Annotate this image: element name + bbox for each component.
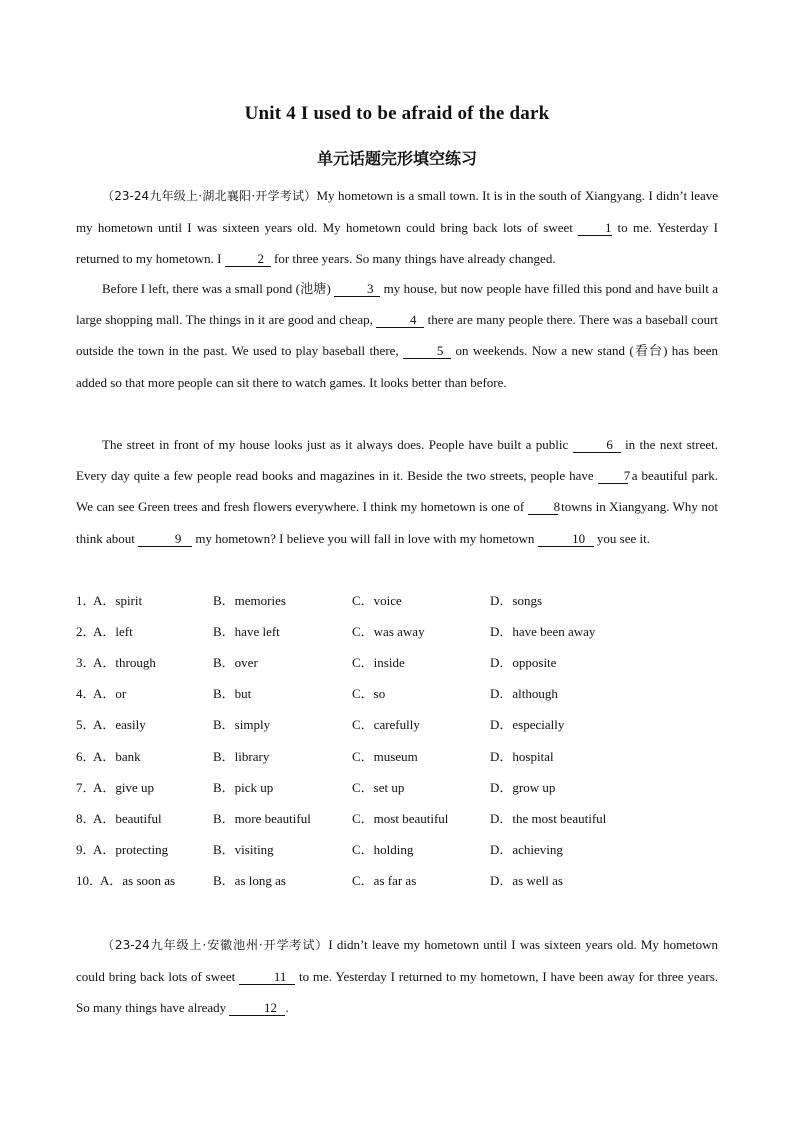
option-a: A．give up: [93, 780, 155, 795]
option-b: B．as long as: [213, 873, 286, 888]
passage1-paragraph-1: [76, 180, 718, 275]
blank-9: 9: [138, 532, 192, 547]
option-d: D．although: [490, 686, 558, 701]
option-a: A．bank: [93, 749, 141, 764]
option-a: A．through: [93, 655, 156, 670]
option-c: C．museum: [352, 749, 418, 764]
passage1-paragraph-2: [76, 273, 718, 398]
question-row: [76, 714, 718, 745]
passage2-text: I didn’t leave my hometown until I was sixteen years old. My hometown could bring back lots of sweet: [76, 937, 718, 985]
blank-5: 5: [403, 344, 451, 359]
blank-1: 1: [578, 221, 612, 236]
blank-3: 3: [334, 282, 380, 297]
passage1-text: on weekends. Now a new stand (看台) has been added so that more people can sit there to watch games. It looks better than before.: [76, 343, 719, 390]
option-a: A．spirit: [93, 593, 143, 608]
option-b: B．memories: [213, 593, 286, 608]
passage1-text: Before I left, there was a small pond (池塘): [102, 281, 331, 296]
option-c: C．most beautiful: [352, 811, 449, 826]
option-c: C．holding: [352, 842, 414, 857]
blank-4: 4: [376, 313, 424, 328]
question-number: 7．: [76, 780, 96, 795]
option-b: B．over: [213, 655, 258, 670]
passage1-text: my hometown? I believe you will fall in love with my hometown: [195, 530, 535, 546]
passage1-text: to me. Yesterday I returned to my hometown. I: [76, 220, 718, 267]
blank-6: 6: [573, 438, 621, 453]
option-c: C．inside: [352, 655, 405, 670]
option-a: A．as soon as: [100, 873, 176, 888]
option-d: D．grow up: [490, 780, 556, 795]
passage1-text: a beautiful park. We can see Green trees and fresh flowers everywhere. I think my hometown is one of: [76, 468, 719, 515]
blank-7: 7: [598, 469, 628, 484]
question-number: 3．: [76, 655, 96, 670]
question-number: 8．: [76, 811, 96, 826]
passage1-text: towns in Xiangyang. Why not think about: [76, 499, 718, 546]
option-b: B．visiting: [213, 842, 274, 857]
page-title: Unit 4 I used to be afraid of the dark: [244, 103, 550, 124]
option-a: A．left: [93, 624, 133, 639]
option-b: B．more beautiful: [213, 811, 311, 826]
option-a: A．or: [93, 686, 127, 701]
option-b: B．simply: [213, 717, 271, 732]
passage1-text: there are many people there. There was a baseball court outside the town in the past. We used to play baseball there,: [76, 312, 719, 359]
option-d: D．achieving: [490, 842, 563, 857]
option-b: B．pick up: [213, 780, 274, 795]
question-number: 5．: [76, 717, 96, 732]
question-number: 9．: [76, 842, 96, 857]
question-row: [76, 808, 718, 839]
option-a: A．protecting: [93, 842, 169, 857]
passage1-text: my house, but now people have filled this pond and have built a large shopping mall. The things in it are good and cheap,: [76, 281, 719, 328]
blank-11: 11: [239, 970, 295, 985]
blank-10: 10: [538, 532, 594, 547]
option-d: D．especially: [490, 717, 565, 732]
passage1-text: you see it.: [596, 530, 650, 546]
option-b: B．but: [213, 686, 252, 701]
option-c: C．so: [352, 686, 386, 701]
option-d: D．the most beautiful: [490, 811, 607, 826]
blank-8: 8: [528, 500, 558, 515]
option-a: A．easily: [93, 717, 146, 732]
question-number: 6．: [76, 749, 96, 764]
blank-12: 12: [229, 1001, 285, 1016]
passage1-text: The street in front of my house looks just as it always does. People have built a public: [102, 437, 569, 452]
question-number: 4．: [76, 686, 96, 701]
option-c: C．set up: [352, 780, 405, 795]
question-row: [76, 621, 718, 652]
option-b: B．have left: [213, 624, 280, 639]
passage2-text: .: [285, 1000, 289, 1016]
option-c: C．carefully: [352, 717, 420, 732]
question-number: 10．: [76, 873, 103, 888]
passage1-text: in the next street. Every day quite a few people read books and magazines in it. Beside the two streets, people have: [76, 437, 718, 484]
option-d: D．songs: [490, 593, 543, 608]
passage1-source: （23-24九年级上·湖北襄阳·开学考试）: [102, 189, 317, 203]
question-number: 2．: [76, 624, 96, 639]
question-row: [76, 870, 718, 901]
question-row: [76, 683, 718, 714]
option-d: D．opposite: [490, 655, 557, 670]
question-row: [76, 652, 718, 683]
question-row: [76, 777, 718, 808]
question-row: [76, 839, 718, 870]
question-number: 1．: [76, 593, 96, 608]
passage1-paragraph-3: [76, 429, 718, 554]
option-d: D．hospital: [490, 749, 554, 764]
option-c: C．voice: [352, 593, 402, 608]
question-row: [76, 590, 718, 621]
option-c: C．as far as: [352, 873, 417, 888]
passage2-text: to me. Yesterday I returned to my hometown, I have been away for three years. So many things have already: [76, 969, 719, 1016]
passage2-paragraph-1: [76, 929, 718, 1024]
option-d: D．have been away: [490, 624, 596, 639]
question-row: [76, 746, 718, 777]
passage1-text: My hometown is a small town. It is in the south of Xiangyang. I didn’t leave my hometown until I was sixteen years old. My hometown could bring back lots of sweet: [76, 188, 719, 236]
option-c: C．was away: [352, 624, 425, 639]
blank-2: 2: [225, 252, 271, 267]
passage2-source: （23-24九年级上·安徽池州·开学考试）: [102, 938, 329, 952]
page-subtitle: 单元话题完形填空练习: [316, 149, 477, 168]
passage1-text: for three years. So many things have already changed.: [274, 251, 556, 267]
option-b: B．library: [213, 749, 270, 764]
option-a: A．beautiful: [93, 811, 162, 826]
option-d: D．as well as: [490, 873, 563, 888]
